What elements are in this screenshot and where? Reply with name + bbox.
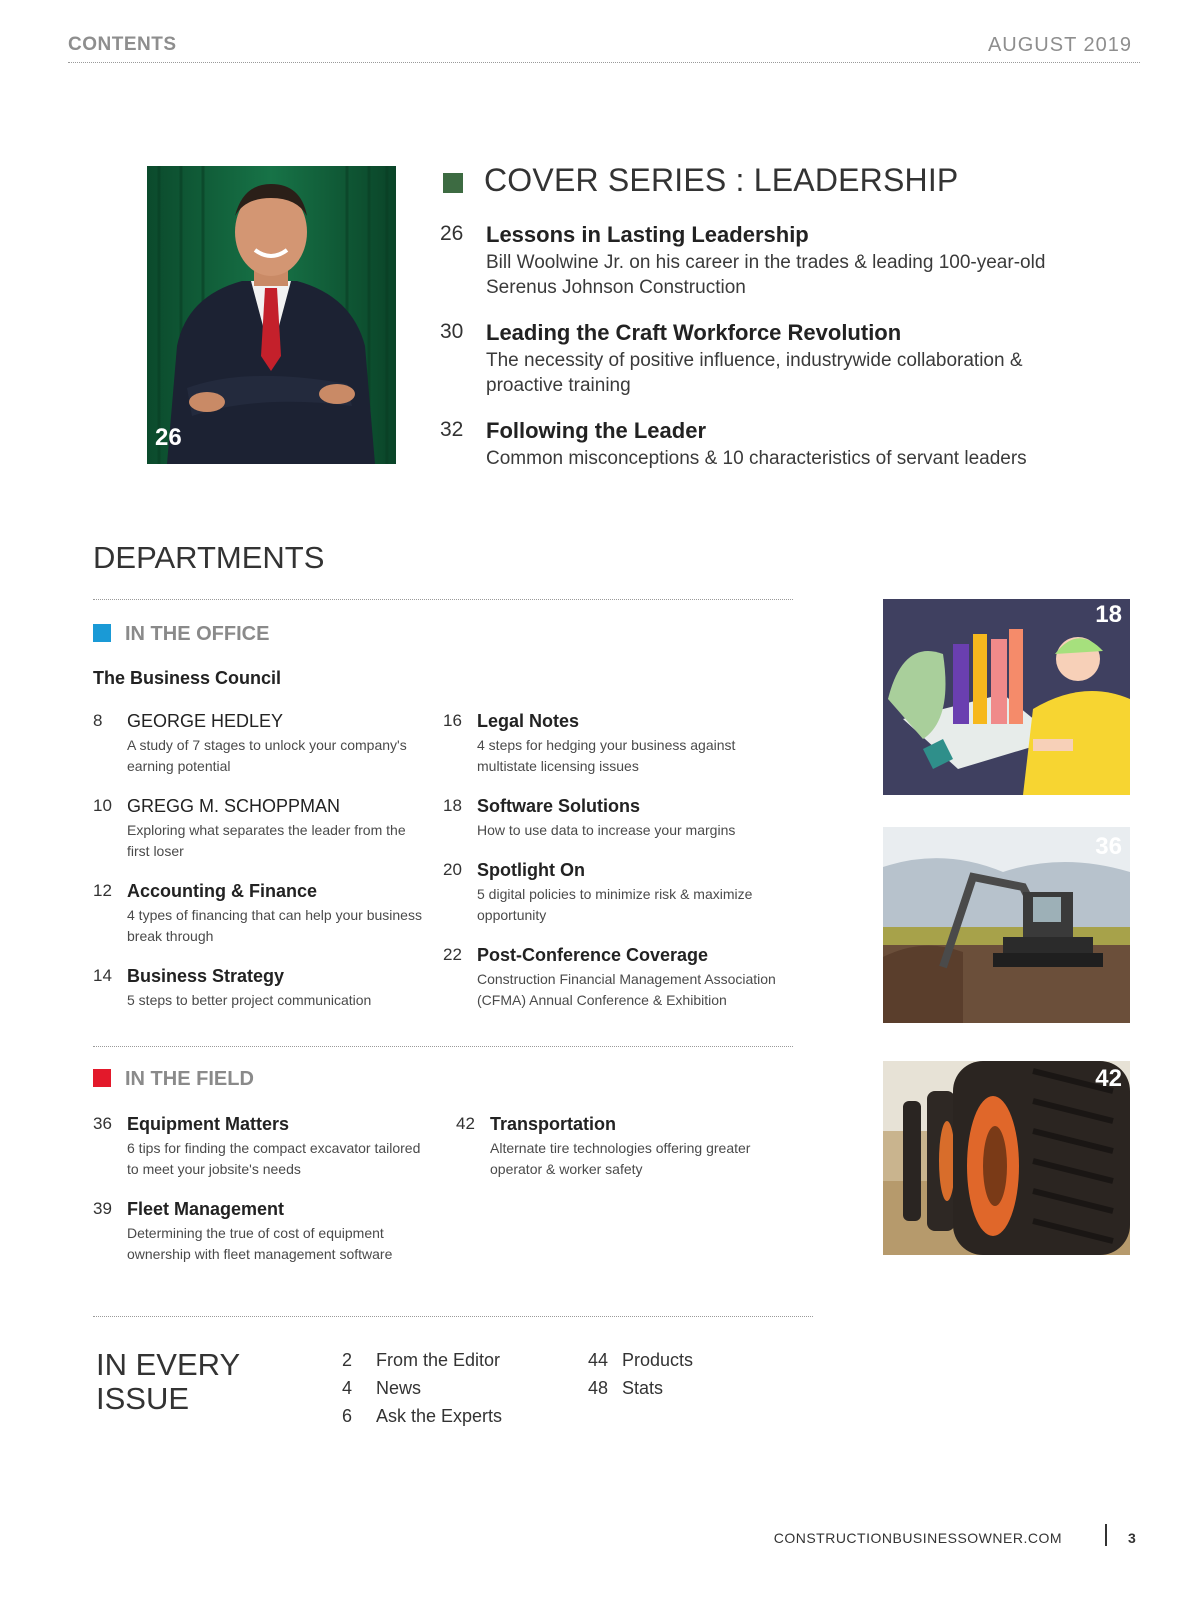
article-description: A study of 7 stages to unlock your company's earning potential <box>127 737 407 774</box>
departments-divider <box>93 599 793 600</box>
cover-article[interactable] <box>440 222 1080 302</box>
item-page: 44 <box>588 1350 609 1370</box>
field-divider <box>93 1046 793 1047</box>
article-page: 30 <box>440 320 464 343</box>
article-page: 39 <box>93 1199 112 1218</box>
business-council-subtitle: The Business Council <box>93 668 282 688</box>
every-issue-item[interactable] <box>342 1406 502 1427</box>
article-description: 5 digital policies to minimize risk & maximize opportunity <box>477 886 753 923</box>
article-title: Fleet Management <box>127 1199 285 1219</box>
dept-article[interactable] <box>93 1199 433 1265</box>
article-description: 6 tips for finding the compact excavator tailored to meet your jobsite's needs <box>127 1140 421 1177</box>
article-page: 36 <box>93 1114 112 1133</box>
photo-page-number: 26 <box>155 424 182 451</box>
cover-photo[interactable] <box>147 166 396 464</box>
item-label: News <box>376 1378 422 1398</box>
article-description: The necessity of positive influence, industrywide collaboration & proactive training <box>486 350 1023 396</box>
article-title: Leading the Craft Workforce Revolution <box>486 320 902 345</box>
every-issue-heading-line1: IN EVERY <box>96 1347 241 1382</box>
header-divider <box>68 62 1140 63</box>
article-description: 4 types of financing that can help your business break through <box>127 907 422 944</box>
photo-software-illustration[interactable] <box>883 599 1130 795</box>
article-title: Accounting & Finance <box>127 881 318 901</box>
article-title: Spotlight On <box>477 860 585 880</box>
dept-article[interactable] <box>93 711 433 777</box>
section-label: CONTENTS <box>68 34 177 55</box>
article-page: 18 <box>443 796 462 815</box>
item-label: Products <box>622 1350 694 1370</box>
tires-illustration <box>883 1061 1130 1255</box>
photo-excavator[interactable] <box>883 827 1130 1023</box>
article-title: Business Strategy <box>127 966 285 986</box>
dept-article[interactable] <box>93 966 433 1012</box>
article-page: 14 <box>93 966 112 985</box>
website-link[interactable]: CONSTRUCTIONBUSINESSOWNER.COM <box>773 1530 1062 1546</box>
dept-article[interactable] <box>456 1114 796 1180</box>
cover-article[interactable] <box>440 418 1080 474</box>
article-page: 8 <box>93 711 103 730</box>
article-description: Bill Woolwine Jr. on his career in the trades & leading 100-year-old Serenus Johnson Construction <box>486 252 1046 298</box>
item-page: 48 <box>588 1378 609 1398</box>
departments-heading: DEPARTMENTS <box>93 540 325 575</box>
article-page: 20 <box>443 860 462 879</box>
page-number: 3 <box>1128 1530 1136 1546</box>
article-description: How to use data to increase your margins <box>477 822 736 838</box>
every-issue-item[interactable] <box>588 1378 663 1399</box>
item-label: From the Editor <box>376 1350 501 1370</box>
cover-series-square-icon <box>443 173 463 193</box>
dept-article[interactable] <box>443 945 803 1011</box>
article-description: Exploring what separates the leader from the first loser <box>127 822 406 859</box>
article-title: Transportation <box>490 1114 617 1134</box>
article-page: 10 <box>93 796 112 815</box>
dept-article[interactable] <box>93 796 433 862</box>
every-issue-heading <box>96 1348 240 1416</box>
item-label: Stats <box>622 1378 664 1398</box>
dept-article[interactable] <box>93 1114 433 1180</box>
office-square-icon <box>93 624 111 642</box>
every-issue-item[interactable] <box>588 1350 693 1371</box>
issue-date: AUGUST 2019 <box>987 34 1132 56</box>
article-page: 12 <box>93 881 112 900</box>
cover-article[interactable] <box>440 320 1080 400</box>
item-page: 6 <box>342 1406 353 1426</box>
footer-separator <box>1105 1524 1107 1546</box>
every-issue-item[interactable] <box>342 1350 500 1371</box>
dept-article[interactable] <box>93 881 433 947</box>
man-portrait-illustration <box>147 166 396 464</box>
article-title: GREGG M. SCHOPPMAN <box>127 796 341 816</box>
city-planning-illustration <box>883 599 1130 795</box>
article-title: Software Solutions <box>477 796 641 816</box>
photo-page-number: 42 <box>1095 1065 1122 1092</box>
field-section-title: IN THE FIELD <box>125 1068 254 1090</box>
every-issue-divider <box>93 1316 813 1317</box>
article-description: Alternate tire technologies offering greater operator & worker safety <box>490 1140 751 1177</box>
article-description: Determining the true of cost of equipment ownership with fleet management software <box>127 1225 393 1262</box>
cover-series-title: COVER SERIES : LEADERSHIP <box>484 162 959 198</box>
photo-page-number: 18 <box>1095 601 1122 628</box>
every-issue-item[interactable] <box>342 1378 421 1399</box>
article-title: Following the Leader <box>486 418 707 443</box>
dept-article[interactable] <box>443 796 783 842</box>
article-page: 22 <box>443 945 462 964</box>
article-title: Legal Notes <box>477 711 580 731</box>
article-title: GEORGE HEDLEY <box>127 711 284 731</box>
article-description: Construction Financial Management Association (CFMA) Annual Conference & Exhibition <box>477 971 776 1008</box>
article-page: 26 <box>440 222 464 245</box>
article-description: 4 steps for hedging your business against multistate licensing issues <box>477 737 736 774</box>
excavator-illustration <box>883 827 1130 1023</box>
photo-page-number: 36 <box>1095 833 1122 860</box>
article-description: 5 steps to better project communication <box>127 992 372 1008</box>
office-section-title: IN THE OFFICE <box>125 623 270 645</box>
photo-tires[interactable] <box>883 1061 1130 1255</box>
article-page: 32 <box>440 418 464 441</box>
every-issue-heading-line2: ISSUE <box>96 1381 190 1416</box>
article-page: 42 <box>456 1114 475 1133</box>
dept-article[interactable] <box>443 860 783 926</box>
item-page: 2 <box>342 1350 353 1370</box>
dept-article[interactable] <box>443 711 783 777</box>
item-page: 4 <box>342 1378 353 1398</box>
article-description: Common misconceptions & 10 characteristics of servant leaders <box>486 448 1027 469</box>
field-square-icon <box>93 1069 111 1087</box>
article-page: 16 <box>443 711 462 730</box>
article-title: Equipment Matters <box>127 1114 290 1134</box>
item-label: Ask the Experts <box>376 1406 503 1426</box>
article-title: Post-Conference Coverage <box>477 945 709 965</box>
article-title: Lessons in Lasting Leadership <box>486 222 809 247</box>
